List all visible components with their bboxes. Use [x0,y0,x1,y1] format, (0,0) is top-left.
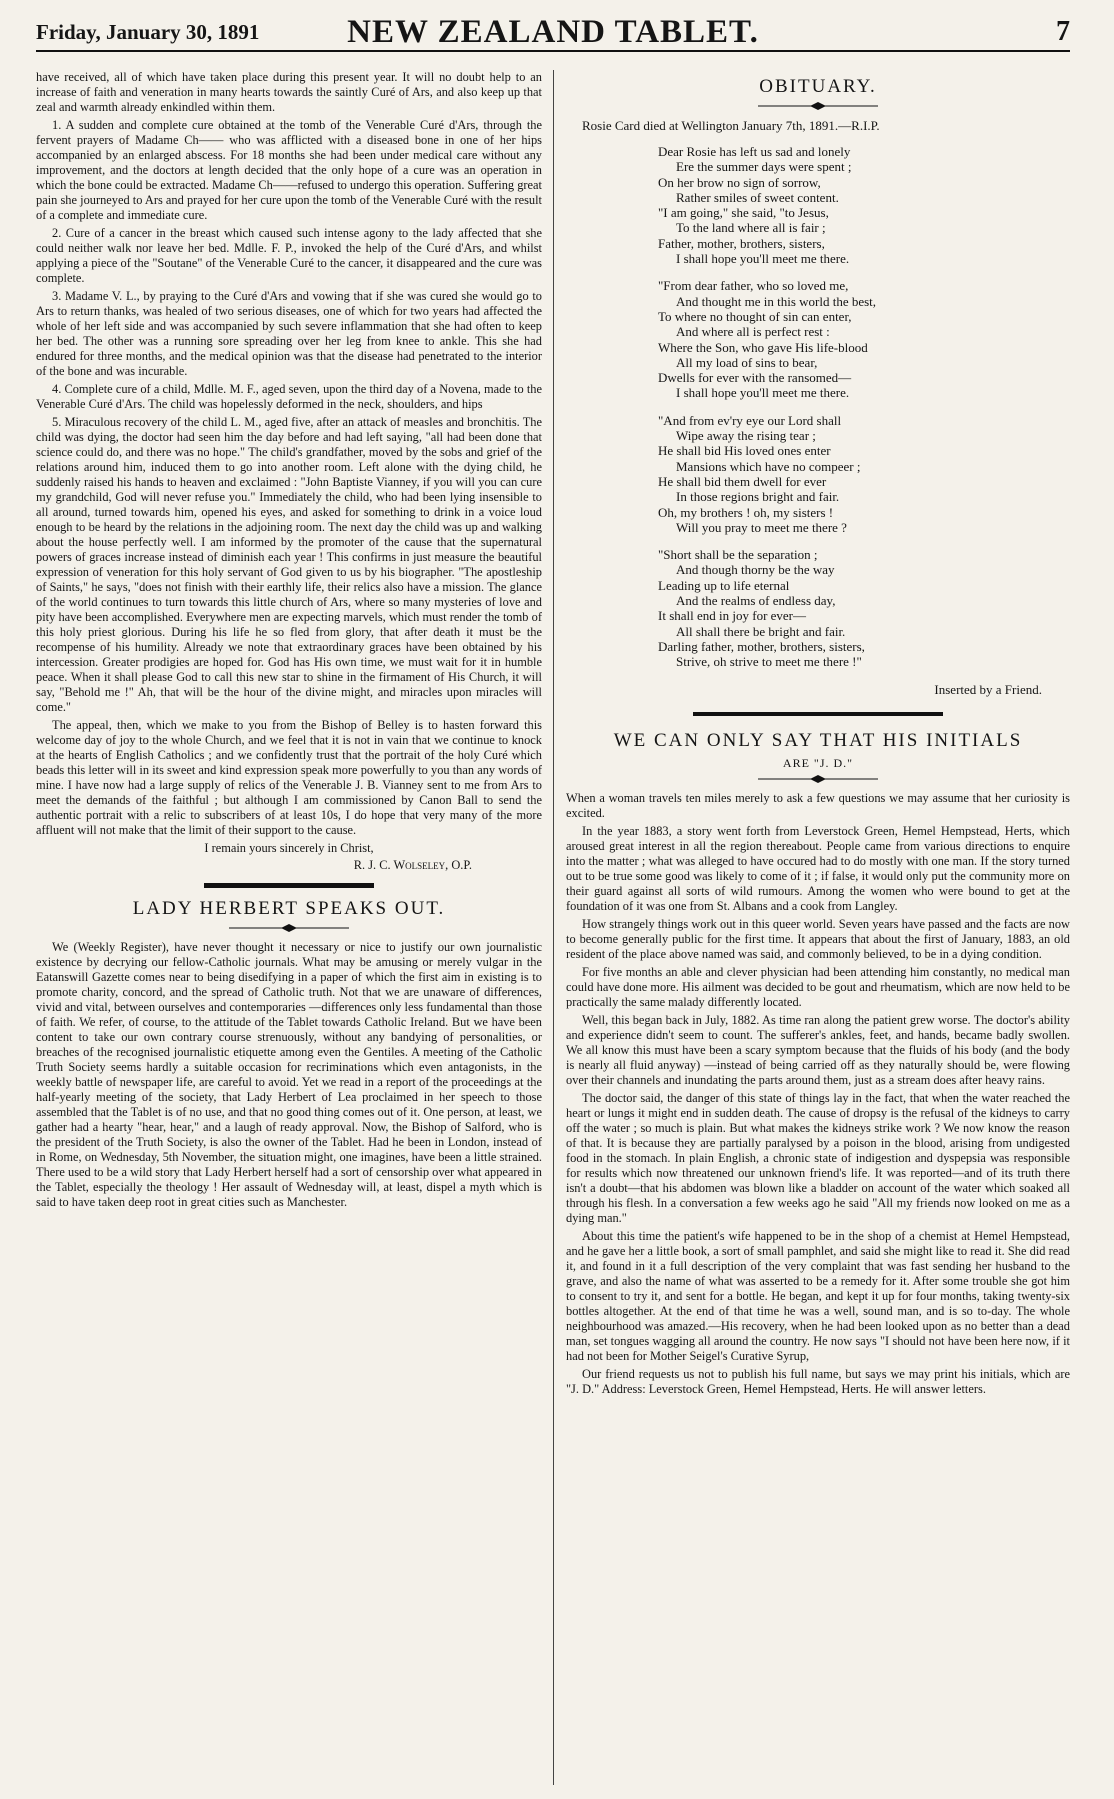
body-paragraph: 2. Cure of a cancer in the breast which caused such intense agony to the lady affected that she could neither walk nor leave her bed. Mdlle. F. P., invoked the help of the Curé d'Ars, and whilst applying a piece of the "Soutane" of the Venerable Curé to the cancer, it disappeared and the cure was complete. [36,226,542,285]
ornament-divider-icon [758,102,878,110]
article-subtitle: ARE "J. D." [782,755,854,770]
body-paragraph: 1. A sudden and complete cure obtained at the tomb of the Venerable Curé d'Ars, through the fervent prayers of Madame Ch—— who was afflicted with a diseased bone in one of her hips accompanied by an enlarged abscess. For 18 months she had been under medical care without any improvement, and the doctors at length decided that the only hope of a cure was an operation in which the bone could be extracted. Madame Ch——refused to undergo this operation. Suffering great pain she journeyed to Ars and prayed for her cure upon the tomb of the Venerable Curé with the result of a complete and immediate cure. [36,118,542,222]
masthead [36,10,1070,52]
poem-line: Father, mother, brothers, sisters, [658,235,825,251]
poem-line: "And from ev'ry eye our Lord shall [658,412,842,428]
ornament-divider-icon [758,775,878,783]
poem-line: It shall end in joy for ever— [658,608,807,624]
poem-line: "I am going," she said, "to Jesus, [658,205,829,221]
poem-line: All my load of sins to bear, [676,354,818,370]
poem-line: To where no thought of sin can enter, [658,308,852,324]
poem-line: I shall hope you'll meet me there. [676,385,850,401]
column-divider [553,70,554,1785]
article-paragraph: Our friend requests us not to publish his full name, but says we may print his initials, which are "J. D." Address: Leverstock Green, Hemel Hempstead, Herts. He will answer letters. [566,1366,1070,1396]
poem-line: Dwells for ever with the ransomed— [658,370,852,386]
poem-line: Wipe away the rising tear ; [676,428,816,444]
poem-stanza [658,278,1070,400]
poem-line: And though thorny be the way [676,562,835,578]
letter-signature: R. J. C. Wolseley, O.P. [353,858,472,872]
obituary-title: OBITUARY. [759,76,877,97]
body-paragraph: have received, all of which have taken place during this present year. It will no doubt help to an increase of faith and veneration in many hearts towards the saintly Curé of Ars, and also keep up that zeal and warmth already enkindled within them. [36,70,542,114]
ornament-divider-icon [229,924,349,932]
section-rule [204,883,374,888]
letter-closing: I remain yours sincerely in Christ, [204,841,374,855]
poem-line: On her brow no sign of sorrow, [658,174,821,190]
body-paragraph: 5. Miraculous recovery of the child L. M., aged five, after an attack of measles and bronchitis. The child was dying, the doctor had seen him the day before and had left saying, "all had been done that science could do, and there was no hope." The child's grandfather, moved by the sobs and grief of the relations around him, induced them to go into another room. Left alone with the dying child, he suddenly raised his hands to heaven and exclaimed : "John Baptiste Vianney, if you will you can cure my grandchild, God will never refuse you." Immediately the child, who had been lying insensible to all around, turned towards him, opened his eyes, and asked for something to drink in a voice loud enough to be heard by the relations in the adjoining room. The next day the child was up and walking about the house perfectly well. I am informed by the promoter of the cause that the supernatural powers of graces increase instead of diminish each year ! This confirms in just measure the beautiful expression of veneration for this holy servant of God given to us by his biographer. "The apostleship of Saints," he says, "does not finish with their earthly life, their relics also have a mission. The glance of the world continues to turn towards this little church of Ars, where so many mysteries of love and pity have been accomplished. Everywhere men are expecting marvels, which must render the tomb of this holy priest glorious. During his life he so fled from glory, that after death it must be the recompense of his humility. Already we note that extraordinary graces have been obtained by his intercession. Greater prodigies are hoped for. God has His own time, we must wait for it in humble peace. When it shall please God to call this new star to shine in the firmament of His Church, it will say, "Behold me !" Ah, that will be the hour of the divine might, and miracles upon miracles will come." [36,415,542,714]
poem-line: Strive, oh strive to meet me there !" [676,654,862,670]
poem-stanza [658,413,1070,535]
article-paragraph: The doctor said, the danger of this state of things lay in the fact, that when the water reached the heart or lungs it might end in sudden death. The cause of dropsy is the refusal of the kidneys to carry off the water ; so much is plain. But what makes the kidneys strike work ? We now know the reason of that. It is because they are partially paralysed by a poison in the blood, arising from undigested food in the stomach. In plain English, a chronic state of indigestion and dyspepsia was responsible for results which now threatened our unknown friend's life. It was reported—and of its truth there isn't a doubt—that his abdomen was blown like a bladder on account of the water which soaked all through his flesh. In a conversation a few weeks ago he said "All my friends now looked on me as a dying man." [566,1090,1070,1225]
poem-line: And the realms of endless day, [676,593,836,609]
article-title-lady-herbert: LADY HERBERT SPEAKS OUT. [132,898,446,919]
obituary-poem [658,144,1070,670]
body-paragraph: 4. Complete cure of a child, Mdlle. M. F., aged seven, upon the third day of a Novena, made to the Venerable Curé d'Ars. The child was hopelessly deformed in the neck, shoulders, and hips [36,382,542,411]
poem-line: Leading up to life eternal [658,577,790,593]
article-paragraph: How strangely things work out in this queer world. Seven years have passed and the facts are now to become generally public for the first time. It appears that about the first of January, 1883, an old resident of the place above named was said, and commonly believed, to be in a dying condition. [566,916,1070,961]
article-paragraph: About this time the patient's wife happened to be in the shop of a chemist at Hemel Hempstead, and he gave her a little book, a sort of small pamphlet, and said she might like to read it. She did read it, and found in it a full description of the very complaint that was fast sending her husband to the grave, and also the name of what was asserted to be a remedy for it. After some trouble she got him to consent to try it, and sent for a bottle. He began, and kept it up for four months, taking twenty-six bottles altogether. At the end of that time he was a well, sound man, and is so to-day. The whole neighbourhood was amazed.—His recovery, when he had been looked upon as no better than a dead man, set tongues wagging all around the country. He now says "I should not have been here now, if it had not been for Mother Seigel's Curative Syrup, [566,1228,1070,1363]
obituary-notice: Rosie Card died at Wellington January 7th, 1891.—R.I.P. [582,118,880,133]
article-paragraph: We (Weekly Register), have never thought it necessary or nice to justify our own journalistic existence by decrying our fellow-Catholic journals. What may be amusing or merely vulgar in the Eatanswill Gazette comes near to being disedifying in a paper of which the first aim in existing is to promote charity, concord, and the spread of Catholic truth. Not that we are unaware of differences, vivid and vital, between ourselves and contemporaries —differences only less fundamental than those of faith. We refer, of course, to the attitude of the Tablet towards Catholic Ireland. But we have been content to take our own contrary course strenuously, without any bandying of personalities, or breaches of the recognised journalistic etiquette among even the Gentiles. A meeting of the Catholic Truth Society seems hardly a suitable occasion for recriminations which even antagonists, in the weekly battle of newspaper life, are careful to avoid. Yet we read in a report of the proceedings at the half-yearly meeting of the society, that Lady Herbert of Lea proclaimed in her speech to those assembled that the Tablet is of no use, and that no good thing comes out of it. One person, at least, we gather had a hearty "hear, hear," and a laugh of ready approval. Now, the Bishop of Salford, who is the president of the Truth Society, is also the owner of the Tablet. Had he been in London, instead of in Rome, on Wednesday, 5th November, the situation might, one imagines, have been a little strained. There used to be a wild story that Lady Herbert herself had a sort of censorship over what appeared in the Tablet, especially the theology ! Her assault of Wednesday will, at least, dispel a myth which is said to have taken deep root in great cities such as Manchester. [36,940,542,1209]
right-column [566,70,1070,1790]
poem-line: "Short shall be the separation ; [658,547,818,563]
poem-line: And where all is perfect rest : [676,324,830,340]
poem-line: He shall bid His loved ones enter [658,443,831,459]
article-paragraph: When a woman travels ten miles merely to ask a few questions we may assume that her curiosity is excited. [566,790,1070,820]
poem-line: All shall there be bright and fair. [676,623,846,639]
poem-line: Oh, my brothers ! oh, my sisters ! [658,504,834,520]
poem-line: Ere the summer days were spent ; [676,159,852,175]
poem-stanza [658,547,1070,669]
section-rule [693,712,943,716]
body-paragraph: The appeal, then, which we make to you from the Bishop of Belley is to hasten forward this welcome day of joy to the whole Church, and we feel that it is not in vain that we continue to knock at the hearts of English Catholics ; and we confidently trust that the portrait of the holy Curé which beads this letter will in its sweet and kind expression speak more powerfully to you than any words of mine. I have now had a large supply of relics of the Venerable J. B. Vianney sent to me from Ars to meet the demands of the faithful ; but although I am commissioned by Canon Ball to send the authentic portrait with a relic to subscribers of at least 10s, I do hope that very many of the more affluent will not make that the limit of their support to the cause. [36,718,542,837]
poem-line: Will you pray to meet me there ? [676,519,847,535]
article-paragraph: Well, this began back in July, 1882. As time ran along the patient grew worse. The doctor's ability and experience didn't seem to count. The sufferer's ankles, feet, and hands, became badly swollen. We all know this must have been a scary symptom because that the fluids of his body (and the body is nearly all fluid anyway) —instead of being carried off as they naturally should be, were flowing over their channels and inundating the parts around them, just as a stream does after heavy rains. [566,1012,1070,1087]
poem-stanza [658,144,1070,266]
left-column [36,70,542,1790]
masthead-date: Friday, January 30, 1891 [36,20,260,44]
poem-line: To the land where all is fair ; [676,220,826,236]
body-paragraph: 3. Madame V. L., by praying to the Curé d'Ars and vowing that if she was cured she would go to Ars to return thanks, was healed of two serious diseases, one of which for two years had affected the whole of her left side and was accompanied by such severe inflammation that she had often to keep her bed. The other was a running sore spreading over her leg from knee to ankle. This she had endured for three months, and the medical opinion was that the disease had penetrated to the interior of the bone and was incurable. [36,289,542,378]
article-paragraph: In the year 1883, a story went forth from Leverstock Green, Hemel Hempstead, Herts, which aroused great interest in all the region thereabout. People came from various directions to enquire into the matter ; what was alleged to have occured had to do mostly with one man. If the story turned out to be true some good was likely to come of it ; if false, it would only put the community more on their guard against all sorts of wild rumours. Among the women who were bound to get at the foundation of it was one from St. Albans and a cook from Langley. [566,823,1070,913]
poem-line: Where the Son, who gave His life-blood [658,339,868,355]
poem-line: In those regions bright and fair. [676,489,840,505]
page-number: 7 [1056,16,1070,47]
article-paragraph: For five months an able and clever physician had been attending him constantly, no medical man could have done more. His ailment was decided to be gout and rheumatism, which are now held to be practically the same malady differently located. [566,964,1070,1009]
poem-line: Dear Rosie has left us sad and lonely [658,144,851,159]
poem-line: Darling father, mother, brothers, sisters, [658,638,865,654]
poem-credit: Inserted by a Friend. [934,681,1042,697]
poem-line: He shall bid them dwell for ever [658,473,827,489]
poem-line: I shall hope you'll meet me there. [676,251,850,267]
article-title-initials: WE CAN ONLY SAY THAT HIS INITIALS [613,729,1023,751]
poem-line: Mansions which have no compeer ; [676,458,861,474]
poem-line: "From dear father, who so loved me, [658,278,849,294]
poem-line: And thought me in this world the best, [676,293,877,309]
poem-line: Rather smiles of sweet content. [676,189,839,205]
masthead-title: NEW ZEALAND TABLET. [347,14,759,50]
